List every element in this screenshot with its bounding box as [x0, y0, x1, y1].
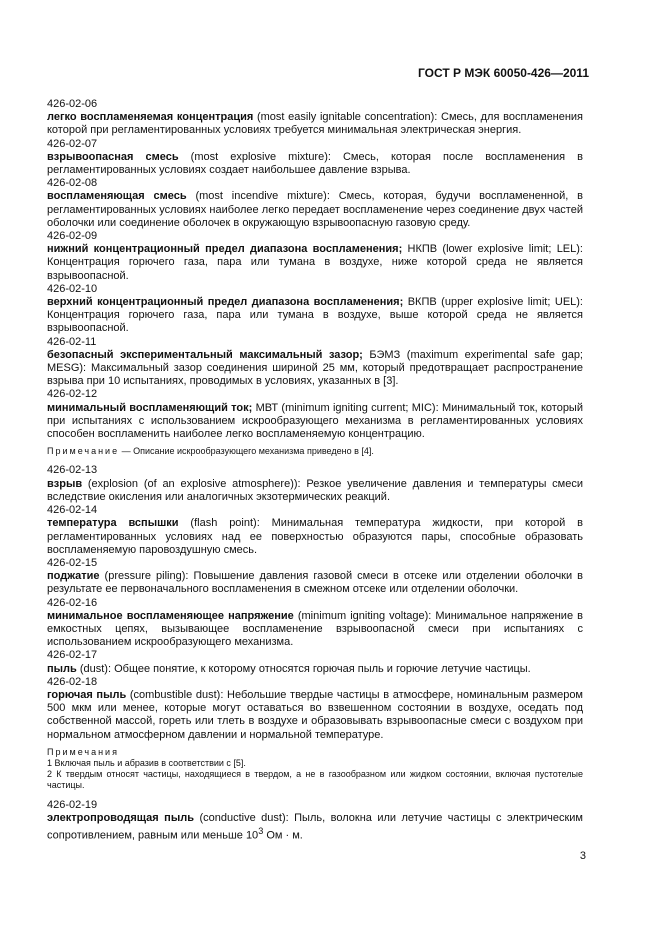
- exponent: 3: [258, 825, 264, 836]
- entry-text: (conductive dust): Пыль, волокна или летучие частицы с электрическим сопротивлением, равным или меньше 10: [47, 811, 583, 842]
- entry-term: электропроводящая пыль: [47, 811, 194, 824]
- term-entry-426-02-09: [47, 230, 583, 283]
- entry-text: (most incendive mixture): Смесь, которая, будучи воспламененной, в регламентированных условиях наиболее легко передает воспламенение через соединение двух частей оболочки или соединение оболочек в окружающую взрывоопасную газовую среду.: [47, 190, 583, 229]
- entry-number: 426-02-08: [47, 177, 98, 190]
- term-entry-426-02-19: [47, 799, 583, 843]
- entry-definition: [47, 570, 583, 596]
- notes-combustible-dust: [47, 747, 583, 792]
- term-entry-426-02-12: [47, 388, 583, 441]
- entry-term: нижний концентрационный предел диапазона воспламенения;: [47, 243, 403, 256]
- term-entry-426-02-07: [47, 138, 583, 178]
- entry-text: ВКПВ (upper explosive limit; UEL): Концентрация горючего газа, пара или тумана в воздухе, выше которой среда не является взрывоопасной.: [47, 296, 583, 335]
- term-entry-426-02-11: [47, 336, 583, 389]
- entry-term: взрыв: [47, 477, 83, 490]
- entry-term: пыль: [47, 662, 77, 675]
- note-text: — Описание искрообразующего механизма приведено в [4].: [119, 446, 374, 457]
- entry-definition: [47, 812, 583, 843]
- term-entry-426-02-17: [47, 649, 583, 675]
- entry-number: 426-02-17: [47, 649, 98, 662]
- term-entry-426-02-10: [47, 283, 583, 336]
- entry-text: НКПВ (lower explosive limit; LEL): Концентрация горючего газа, пара или тумана в воздухе, ниже которой среда не является взрывоопасной.: [47, 243, 583, 282]
- entry-number: 426-02-16: [47, 596, 98, 609]
- entry-term: легко воспламеняемая концентрация: [47, 111, 254, 124]
- entry-number: 426-02-06: [47, 98, 98, 110]
- entry-text: (minimum igniting voltage): Минимальное напряжение в емкостных цепях, вызывающее воспламенение взрывоопасной смеси при испытаниях с использованием искрообразующего механизма.: [47, 609, 583, 649]
- standard-header: ГОСТ Р МЭК 60050-426—2011: [418, 66, 589, 80]
- entry-text: (pressure piling): Повышение давления газовой смеси в отсеке или отделении оболочки в результате ее первоначального воспламенения в смежном отсеке или отделении оболочки.: [47, 570, 583, 596]
- entry-term: горючая пыль: [47, 688, 127, 701]
- entry-number: 426-02-07: [47, 137, 98, 150]
- entry-term: минимальный воспламеняющий ток;: [47, 401, 253, 414]
- entry-definition: [47, 478, 583, 504]
- entry-term: верхний концентрационный предел диапазона воспламенения;: [47, 296, 404, 309]
- entry-number: 426-02-14: [47, 504, 98, 517]
- term-entry-426-02-13: [47, 464, 583, 504]
- term-entry-426-02-15: [47, 557, 583, 597]
- entry-text: (combustible dust): Небольшие твердые частицы в атмосфере, номинальным размером 500 мкм или менее, которые могут оставаться во взвешенном состоянии в воздухе, оседать под собственной массой, гореть или тлеть в воздухе и образовывать взрывоопасные смеси с воздухом при нормальном атмосферном давлении и нормальной температуре.: [47, 688, 583, 741]
- note-label: Примечание: [47, 446, 120, 457]
- entry-definition: [47, 610, 583, 650]
- entry-definition: [47, 243, 583, 283]
- note-item-1: 1 Включая пыль и абразив в соответствии с [5].: [47, 757, 246, 768]
- entry-term: воспламеняющая смесь: [47, 190, 187, 203]
- entry-text: БЭМЗ (maximum experimental safe gap; MESG): Максимальный зазор соединения шириной 25 мм, который предотвращает распространение взрыва при 10 испытаниях, проводимых в условиях, указанных в [3].: [47, 348, 583, 388]
- entry-definition: [47, 349, 583, 389]
- entry-number: 426-02-12: [47, 388, 98, 401]
- entry-number: 426-02-10: [47, 282, 98, 295]
- entry-text: (most explosive mixture): Смесь, которая после воспламенения в регламентированных условиях создает наибольшее давление взрыва.: [47, 150, 583, 177]
- entry-definition: [47, 517, 583, 557]
- entry-number: 426-02-13: [47, 464, 98, 477]
- entry-term: минимальное воспламеняющее напряжение: [47, 609, 294, 622]
- notes-label: Примечания: [47, 746, 119, 757]
- document-body: [47, 98, 583, 843]
- entry-term: взрывоопасная смесь: [47, 150, 179, 163]
- term-entry-426-02-08: [47, 177, 583, 230]
- entry-term: безопасный экспериментальный максимальный зазор;: [47, 348, 363, 361]
- entry-unit: Ом · м.: [263, 829, 303, 842]
- note-item-2: 2 К твердым относят частицы, находящиеся в твердом, а не в газообразном или жидком состоянии, включая пустотелые частицы.: [47, 769, 583, 791]
- entry-definition: [47, 190, 583, 230]
- term-entry-426-02-16: [47, 597, 583, 650]
- entry-definition: [47, 111, 583, 137]
- entry-number: 426-02-18: [47, 675, 98, 688]
- entry-text: (flash point): Минимальная температура жидкости, при которой в регламентированных условиях над ее поверхностью образуются пары, способные образовать воспламеняемую паровоздушную смесь.: [47, 517, 583, 556]
- term-entry-426-02-18: [47, 676, 583, 742]
- entry-text: (most easily ignitable concentration): Смесь, для воспламенения которой при регламентированных условиях требуется минимальная электрическая энергия.: [47, 111, 583, 137]
- note-ignition-mechanism: [47, 446, 583, 457]
- entry-text: (explosion (of an explosive atmosphere)): Резкое увеличение давления и температуры смеси вследствие окисления или аналогичных экзотермических реакций.: [47, 477, 583, 503]
- entry-term: температура вспышки: [47, 517, 179, 530]
- entry-text: МВТ (minimum igniting current; MIC): Минимальный ток, который при испытаниях с использованием искрообразующего механизма в регламентированных условиях способен воспламенить наиболее легко воспламеняемую концентрацию.: [47, 401, 583, 441]
- entry-definition: [47, 689, 583, 742]
- entry-text: (dust): Общее понятие, к которому относятся горючая пыль и горючие летучие частицы.: [76, 662, 531, 675]
- entry-definition: [47, 296, 583, 336]
- entry-definition: [47, 663, 583, 676]
- entry-number: 426-02-15: [47, 556, 98, 569]
- entry-number: 426-02-19: [47, 798, 98, 811]
- page-number: 3: [579, 850, 586, 862]
- entry-term: поджатие: [47, 570, 100, 583]
- term-entry-426-02-06: [47, 98, 583, 138]
- entry-number: 426-02-09: [47, 230, 98, 243]
- entry-definition: [47, 402, 583, 442]
- entry-number: 426-02-11: [47, 335, 97, 348]
- term-entry-426-02-14: [47, 504, 583, 557]
- entry-definition: [47, 151, 583, 177]
